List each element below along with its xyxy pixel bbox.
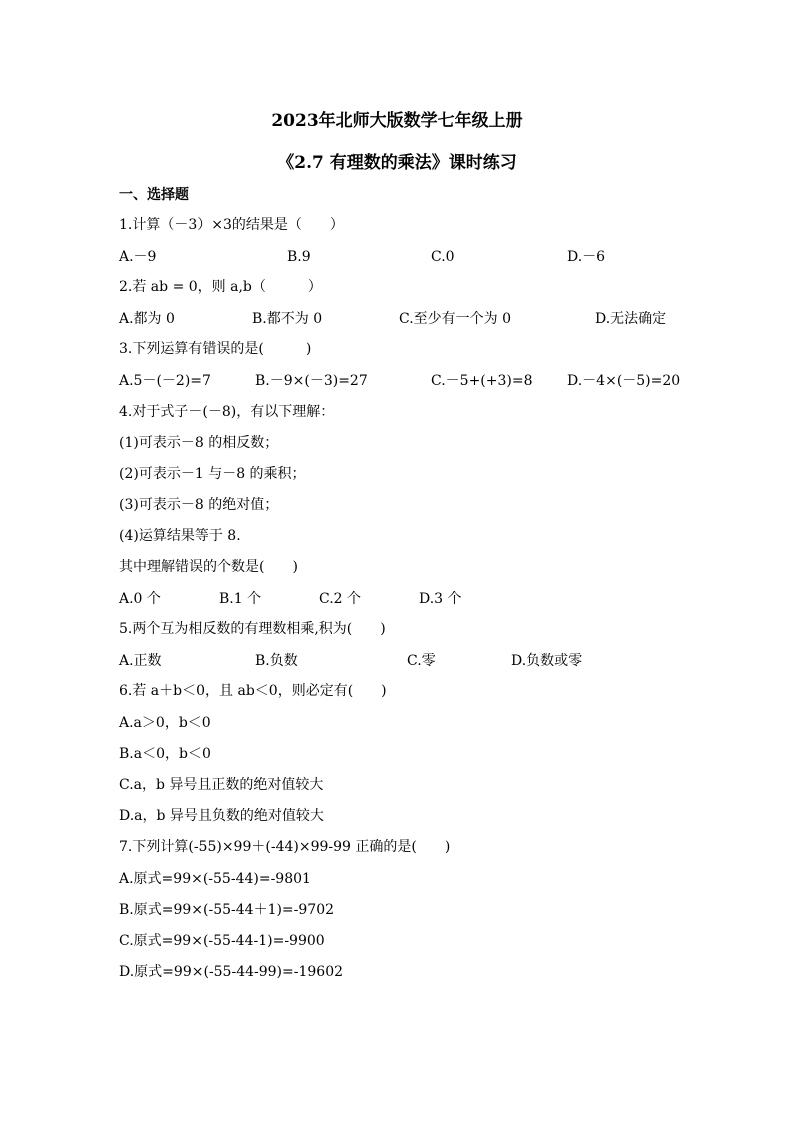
- question-6-option-c: C.a，b 异号且正数的绝对值较大: [119, 777, 324, 793]
- question-4-stem: 4.对于式子－(－8)，有以下理解：: [119, 404, 335, 420]
- document-subtitle: 《2.7 有理数的乘法》课时练习: [277, 153, 517, 173]
- question-6-stem: 6.若 a＋b＜0，且 ab＜0，则必定有( ): [119, 683, 387, 699]
- question-1-option-b: B.9: [287, 249, 311, 265]
- question-7-option-b: B.原式=99×(-55-44＋1)=-9702: [119, 902, 335, 918]
- question-2-stem: 2.若 ab = 0，则 a,b（ ）: [119, 279, 322, 295]
- question-3-stem: 3.下列运算有错误的是( ): [119, 341, 312, 357]
- question-5-option-d: D.负数或零: [511, 653, 583, 669]
- question-3-option-c: C.－5+(+3)=8: [431, 373, 533, 389]
- question-4-item-4: (4)运算结果等于 8.: [119, 528, 241, 544]
- question-7-option-a: A.原式=99×(-55-44)=-9801: [119, 871, 311, 887]
- question-1-option-c: C.0: [431, 249, 455, 265]
- question-2-option-d: D.无法确定: [595, 311, 667, 327]
- question-4-item-3: (3)可表示－8 的绝对值；: [119, 497, 279, 513]
- question-7-option-c: C.原式=99×(-55-44-1)=-9900: [119, 933, 325, 949]
- question-3-option-a: A.5－(－2)=7: [119, 373, 211, 389]
- question-4-option-a: A.0 个: [119, 591, 161, 607]
- question-3-option-b: B.－9×(－3)=27: [255, 373, 368, 389]
- section-heading: 一、选择题: [119, 187, 189, 203]
- question-1-option-a: A.－9: [119, 249, 157, 265]
- question-4-item-1: (1)可表示－8 的相反数；: [119, 435, 279, 451]
- question-5-option-c: C.零: [407, 653, 436, 669]
- document-title: 2023年北师大版数学七年级上册: [271, 111, 523, 131]
- question-4-question: 其中理解错误的个数是( ): [119, 559, 298, 575]
- question-2-option-b: B.都不为 0: [252, 311, 323, 327]
- question-4-option-d: D.3 个: [419, 591, 462, 607]
- question-6-option-b: B.a＜0，b＜0: [119, 746, 211, 762]
- question-5-option-a: A.正数: [119, 653, 162, 669]
- question-1-option-d: D.－6: [567, 249, 606, 265]
- question-6-option-a: A.a＞0，b＜0: [119, 715, 211, 731]
- question-2-option-c: C.至少有一个为 0: [399, 311, 512, 327]
- question-3-option-d: D.－4×(－5)=20: [567, 373, 681, 389]
- question-5-option-b: B.负数: [255, 653, 298, 669]
- question-4-option-c: C.2 个: [319, 591, 362, 607]
- question-5-stem: 5.两个互为相反数的有理数相乘,积为( ): [119, 621, 386, 637]
- question-2-option-a: A.都为 0: [119, 311, 175, 327]
- question-4-item-2: (2)可表示－1 与－8 的乘积；: [119, 466, 306, 482]
- question-6-option-d: D.a，b 异号且负数的绝对值较大: [119, 808, 324, 824]
- question-1-stem: 1.计算（－3）×3的结果是（ ）: [119, 217, 344, 233]
- question-7-stem: 7.下列计算(-55)×99＋(-44)×99-99 正确的是( ): [119, 839, 451, 855]
- question-7-option-d: D.原式=99×(-55-44-99)=-19602: [119, 964, 344, 980]
- question-4-option-b: B.1 个: [219, 591, 262, 607]
